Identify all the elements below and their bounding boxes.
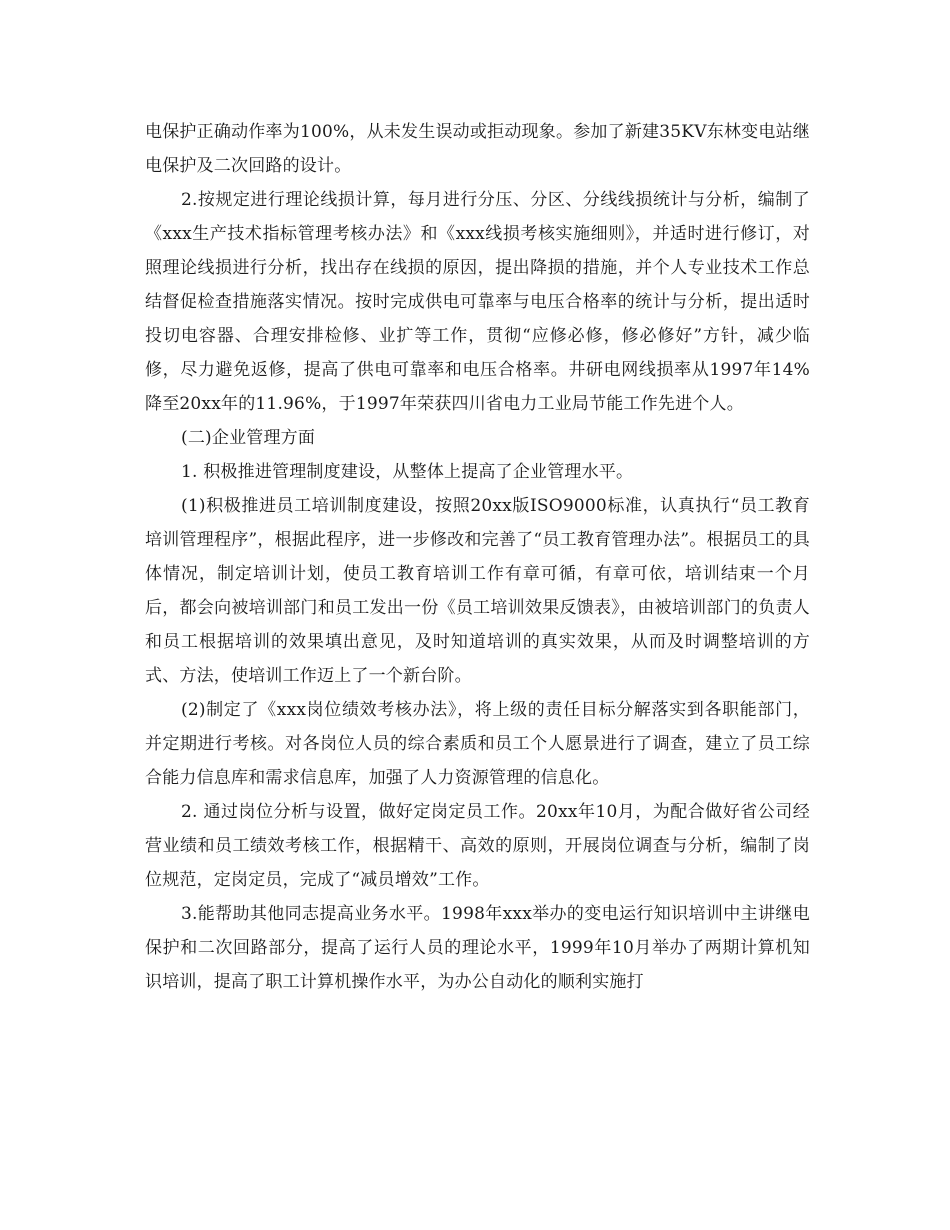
document-body bbox=[145, 115, 810, 999]
section-heading-enterprise-management: (二)企业管理方面 bbox=[181, 428, 316, 448]
paragraph-management-system: 1. 积极推进管理制度建设，从整体上提高了企业管理水平。 bbox=[181, 462, 634, 482]
paragraph-performance-assessment: (2)制定了《xxx岗位绩效考核办法》，将上级的责任目标分解落实到各职能部门，并定期进行考核。对各岗位人员的综合素质和员工个人愿景进行了调查，建立了员工综合能力信息库和需求信息库，加强了人力资源管理的信息化。 bbox=[145, 700, 810, 788]
paragraph-post-analysis: 2. 通过岗位分析与设置，做好定岗定员工作。20xx年10月，为配合做好省公司经营业绩和员工绩效考核工作，根据精干、高效的原则，开展岗位调查与分析，编制了岗位规范，定岗定员，完成了“减员增效”工作。 bbox=[145, 802, 810, 890]
paragraph-training-system: (1)积极推进员工培训制度建设，按照20xx版ISO9000标准，认真执行“员工教育培训管理程序”，根据此程序，进一步修改和完善了“员工教育管理办法”。根据员工的具体情况，制定培训计划，使员工教育培训工作有章可循，有章可依，培训结束一个月后，都会向被培训部门和员工发出一份《员工培训效果反馈表》，由被培训部门的负责人和员工根据培训的效果填出意见，及时知道培训的真实效果，从而及时调整培训的方式、方法，使培训工作迈上了一个新台阶。 bbox=[145, 496, 810, 686]
paragraph-help-colleagues: 3.能帮助其他同志提高业务水平。1998年xxx举办的变电运行知识培训中主讲继电保护和二次回路部分，提高了运行人员的理论水平，1999年10月举办了两期计算机知识培训，提高了职工计算机操作水平，为办公自动化的顺利实施打 bbox=[145, 904, 810, 992]
paragraph-continuation: 电保护正确动作率为100%，从未发生误动或拒动现象。参加了新建35KV东林变电站继电保护及二次回路的设计。 bbox=[145, 122, 810, 176]
paragraph-line-loss: 2.按规定进行理论线损计算，每月进行分压、分区、分线线损统计与分析，编制了《xxx生产技术指标管理考核办法》和《xxx线损考核实施细则》，并适时进行修订，对照理论线损进行分析，找出存在线损的原因，提出降损的措施，并个人专业技术工作总结督促检查措施落实情况。按时完成供电可靠率与电压合格率的统计与分析，提出适时投切电容器、合理安排检修、业扩等工作，贯彻“应修必修，修必修好”方针，减少临修，尽力避免返修，提高了供电可靠率和电压合格率。井研电网线损率从1997年14%降至20xx年的11.96%，于1997年荣获四川省电力工业局节能工作先进个人。 bbox=[145, 190, 810, 414]
